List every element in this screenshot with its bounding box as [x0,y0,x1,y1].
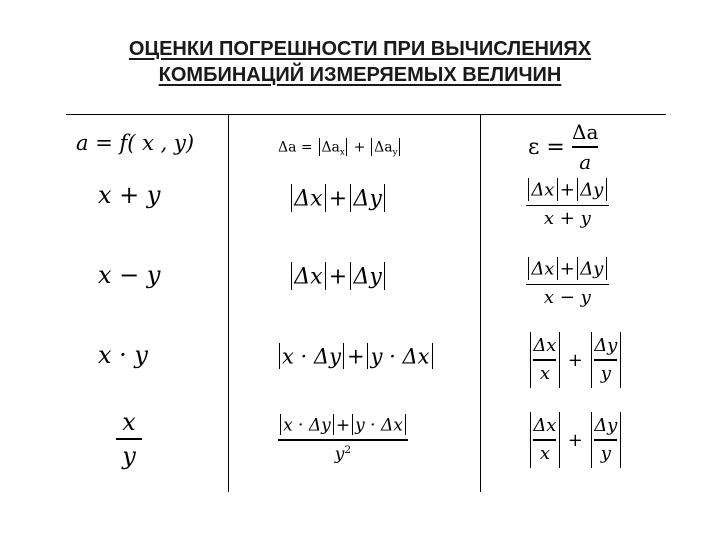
row-4-rel-frac-2-den: y [600,442,611,464]
row-3-rel-frac-1-num: Δx [533,335,557,357]
row-2-abs-plus: + [328,264,348,290]
row-1-absolute-error [288,184,388,212]
rel-error-denominator: a [579,149,592,174]
row-2-rel-plus: + [559,258,575,280]
row-2-relative-error [526,257,609,307]
abs-error-term-1-subscript: x [339,147,345,158]
row-3-abs-term-2: y · Δx [370,344,430,369]
row-4-rel-plus: + [567,429,583,451]
rel-error-numerator: Δa [572,120,599,144]
column-divider-2 [480,114,481,492]
row-1-abs-term-2: Δy [353,186,382,212]
row-4-rel-frac-1-num: Δx [533,415,557,437]
row-2-abs-term-1: Δx [294,264,323,290]
row-3-rel-frac-2-num: Δy [594,335,618,357]
abs-error-plus: + [353,139,366,156]
row-3-absolute-error [276,343,436,369]
row-3-abs-term-1: x · Δy [282,344,341,369]
row-1-rel-num-term-2: Δy [580,179,604,201]
row-2-expression: x − y [98,261,161,289]
row-3-expression: x · y [98,341,148,369]
row-1-abs-term-1: Δx [294,186,323,212]
column-divider-1 [228,114,229,492]
row-2-rel-denominator: x − y [543,287,591,308]
row-4-abs-term-1: x · Δy [283,415,331,436]
abs-error-term-2-subscript: y [392,147,398,158]
row-2-rel-num-term-1: Δx [531,258,555,280]
abs-error-term-2: Δa [374,139,393,156]
row-4-expression-denominator: y [122,441,136,470]
row-1-expression: x + y [98,181,161,209]
row-4-abs-denominator: y [334,444,345,465]
header-absolute-error-formula [278,138,402,157]
row-4-abs-term-2: y · Δx [355,415,403,436]
row-1-rel-num-term-1: Δx [531,179,555,201]
table-top-rule [66,114,666,115]
row-2-abs-term-2: Δy [353,264,382,290]
row-3-abs-plus: + [346,344,365,369]
abs-error-lhs: Δa = [278,139,313,156]
row-2-rel-num-term-2: Δy [580,258,604,280]
row-4-abs-plus: + [335,415,351,436]
slide-title-line-1: ОЦЕНКИ ПОГРЕШНОСТИ ПРИ ВЫЧИСЛЕНИЯХ [128,38,592,60]
row-4-expression-numerator: x [122,408,136,436]
row-4-absolute-error [278,414,408,463]
row-3-relative-error [528,332,623,388]
row-4-rel-frac-1-den: x [539,442,550,464]
row-1-rel-denominator: x + y [543,208,591,229]
row-3-rel-frac-2-den: y [600,362,611,384]
abs-error-term-1: Δa [321,139,340,156]
header-relative-error-fraction [572,122,598,172]
row-4-abs-denominator-exponent: 2 [344,443,352,456]
header-function-formula: a = f( x , y) [76,131,195,155]
row-1-relative-error [526,178,609,228]
row-1-abs-plus: + [328,186,348,212]
row-3-rel-plus: + [567,349,583,371]
row-4-relative-error [528,412,623,468]
row-4-expression [116,410,142,468]
row-4-rel-frac-2-num: Δy [594,415,618,437]
slide-title-line-2: КОМБИНАЦИЙ ИЗМЕРЯЕМЫХ ВЕЛИЧИН [158,64,562,86]
row-3-rel-frac-1-den: x [539,362,550,384]
row-2-absolute-error [288,262,388,290]
row-1-rel-plus: + [559,179,575,201]
header-relative-error-lhs: ε = [528,135,565,160]
